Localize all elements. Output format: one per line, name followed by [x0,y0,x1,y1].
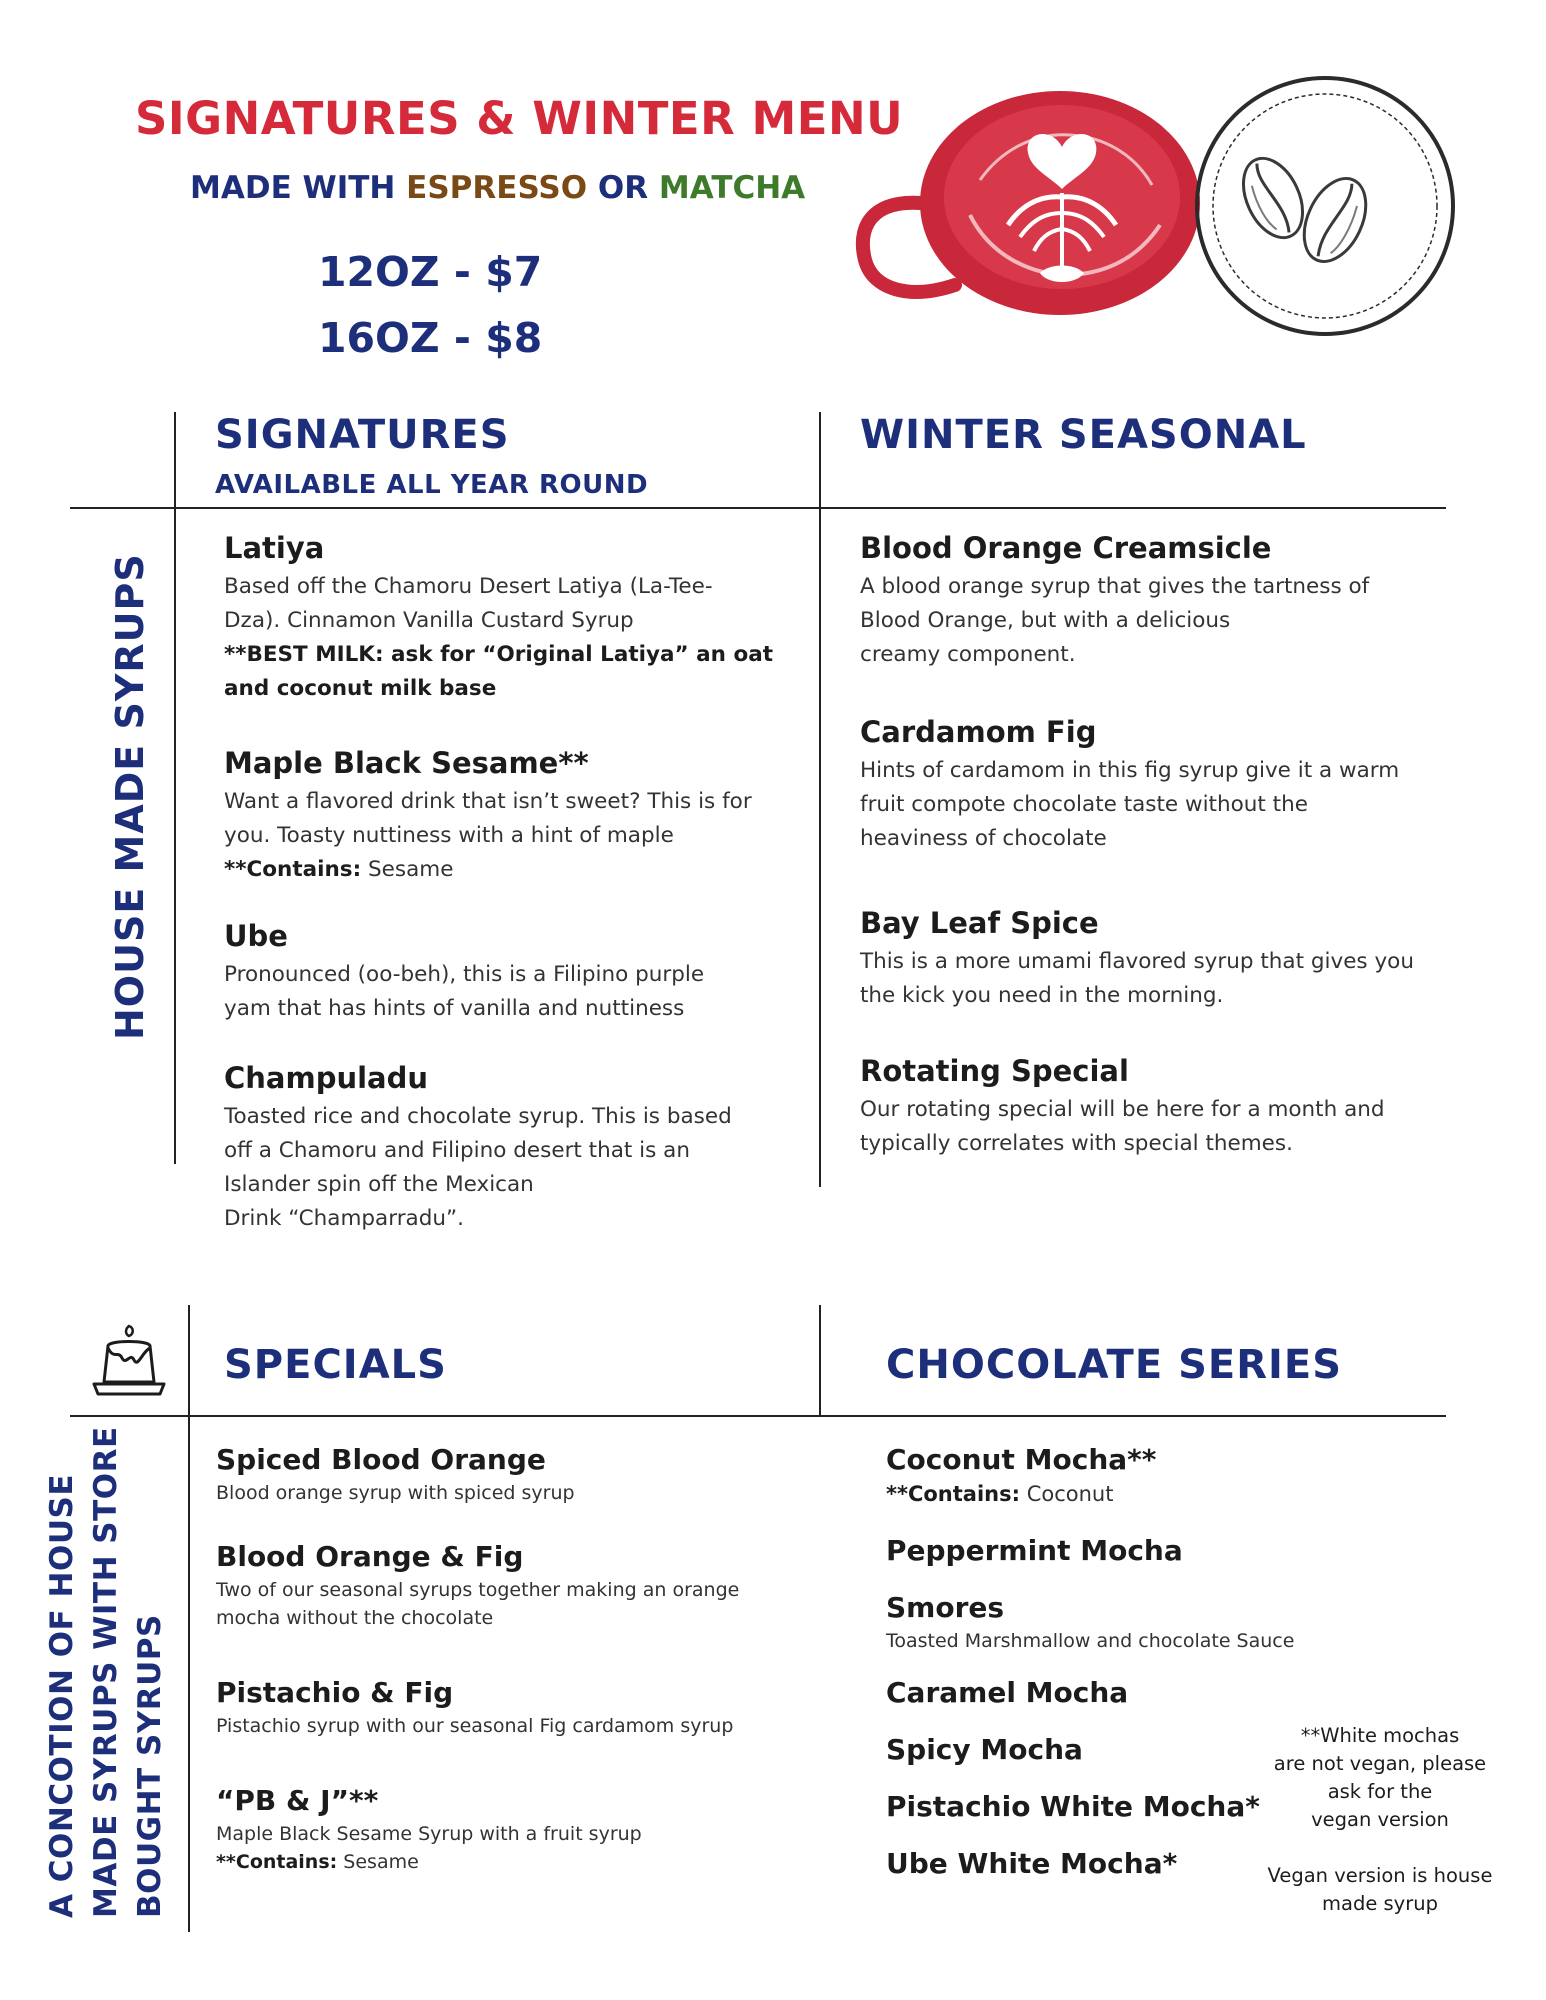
item-description: Toasted Marshmallow and chocolate Sauce [886,1630,1295,1652]
item-description [224,958,824,1026]
item-name: Caramel Mocha [886,1676,1129,1709]
item-name: Spiced Blood Orange [216,1443,546,1476]
chocolate-item-coconut-mocha [886,1442,1306,1509]
desc-line: Based off the Chamoru Desert Latiya (La-Tee- [224,574,713,600]
desc-line: Blood Orange, but with a delicious [860,608,1231,634]
special-item-blood-orange-fig [216,1539,816,1632]
menu-subtitle [190,170,805,206]
item-description [860,570,1460,672]
desc-line: Pronounced (oo-beh), this is a Filipino purple [224,962,705,988]
desc-line: off a Chamoru and Filipino desert that is an [224,1138,690,1164]
desc-line: typically correlates with special themes. [860,1131,1293,1157]
concoction-line: A CONCOTION OF HOUSE [44,1474,80,1918]
subtitle-or: OR [597,170,649,206]
desc-line: This is a more umami flavored syrup that gives you [860,949,1414,975]
signature-item-ube [224,918,824,1026]
item-name: Ube [224,919,288,953]
desc-line: heaviness of chocolate [860,826,1107,852]
signatures-subtitle: AVAILABLE ALL YEAR ROUND [215,470,649,500]
item-name: Pistachio & Fig [216,1676,454,1709]
subtitle-prefix: MADE WITH [190,170,396,206]
item-description [860,1093,1460,1161]
signatures-title: SIGNATURES [215,412,510,458]
winter-item-rotating-special [860,1053,1460,1161]
price-16oz: 16OZ - $8 [318,314,543,362]
desc-line: Drink “Champarradu”. [224,1206,464,1232]
note-line: Vegan version is house [1267,1864,1493,1887]
desc-line: you. Toasty nuttiness with a hint of maple [224,823,674,849]
item-description [224,1100,824,1236]
contains-line [224,853,824,887]
desc-line: Maple Black Sesame Syrup with a fruit syrup [216,1823,642,1845]
winter-title: WINTER SEASONAL [860,412,1307,458]
desc-line: Blood orange syrup with spiced syrup [216,1482,575,1504]
desc-line: Two of our seasonal syrups together making an orange [216,1579,740,1601]
white-mocha-note [1250,1722,1510,1834]
price-12oz: 12OZ - $7 [318,248,543,296]
contains-label: **Contains: [886,1482,1021,1506]
item-description [886,1479,1306,1509]
item-name: Smores [886,1591,1005,1624]
chocolate-series-title: CHOCOLATE SERIES [886,1342,1343,1388]
special-item-spiced-blood-orange [216,1442,816,1507]
divider-left-top [174,412,176,1164]
chocolate-item-smores [886,1590,1326,1655]
contains-line [216,1848,816,1876]
subtitle-espresso: ESPRESSO [406,170,588,206]
winter-item-blood-orange-creamsicle [860,530,1460,672]
item-note [224,638,824,706]
note-line: **BEST MILK: ask for “Original Latiya” an oat [224,642,773,668]
item-description [860,945,1460,1013]
special-item-pb-and-j [216,1783,816,1876]
note-line: are not vegan, please [1273,1752,1487,1775]
concoction-line: MADE SYRUPS WITH STORE [88,1426,124,1918]
desc-line: Islander spin off the Mexican [224,1172,534,1198]
signature-item-champuladu [224,1060,824,1236]
contains-value: Coconut [1020,1482,1114,1506]
chocolate-item-caramel-mocha [886,1675,1306,1710]
item-description [224,570,824,638]
item-description [224,785,824,887]
chocolate-item-spicy-mocha [886,1732,1306,1767]
divider-horizontal-top [70,507,1446,509]
desc-line: Dza). Cinnamon Vanilla Custard Syrup [224,608,634,634]
specials-title: SPECIALS [224,1342,447,1388]
divider-horizontal-bottom [70,1415,1446,1417]
latte-art-cup-icon [840,85,1210,320]
subtitle-matcha: MATCHA [658,170,806,206]
item-name: Peppermint Mocha [886,1534,1183,1567]
desc-line: fruit compote chocolate taste without the [860,792,1308,818]
item-description [216,1576,816,1632]
item-name: Blood Orange Creamsicle [860,531,1272,565]
desc-line: the kick you need in the morning. [860,983,1224,1009]
item-name: Ube White Mocha* [886,1847,1178,1880]
desc-line: A blood orange syrup that gives the tartness of [860,574,1370,600]
special-item-pistachio-fig [216,1675,816,1740]
divider-center-bottom [819,1305,821,1417]
winter-item-bay-leaf-spice [860,905,1460,1013]
house-made-syrups-label: HOUSE MADE SYRUPS [108,553,152,1040]
contains-label: **Contains: [224,857,362,883]
desc-line: Pistachio syrup with our seasonal Fig cardamom syrup [216,1715,734,1737]
item-name: Blood Orange & Fig [216,1540,524,1573]
item-name: Spicy Mocha [886,1733,1083,1766]
item-name: Maple Black Sesame** [224,746,589,780]
desc-line: Hints of cardamom in this fig syrup give it a warm [860,758,1400,784]
desc-line: Our rotating special will be here for a month and [860,1097,1385,1123]
note-line: ask for the [1327,1780,1433,1803]
item-name: Bay Leaf Spice [860,906,1099,940]
contains-value: Sesame [337,1851,419,1873]
item-name: Pistachio White Mocha* [886,1790,1260,1823]
note-line: **White mochas [1300,1724,1460,1747]
concoction-line: BOUGHT SYRUPS [132,1614,168,1918]
divider-left-bottom [188,1305,190,1932]
contains-value: Sesame [361,857,454,883]
concoction-label [40,1426,172,1918]
chocolate-item-pistachio-white-mocha [886,1789,1306,1824]
note-line: vegan version [1311,1808,1449,1831]
item-name: Latiya [224,531,325,565]
desc-line: mocha without the chocolate [216,1607,494,1629]
item-description [216,1712,816,1740]
contains-label: **Contains: [216,1851,338,1873]
signature-item-latiya [224,530,824,706]
item-description [860,754,1460,856]
item-description [216,1479,816,1507]
signature-item-maple-black-sesame [224,745,824,887]
item-description [216,1820,816,1876]
winter-item-cardamom-fig [860,714,1460,856]
chocolate-item-peppermint-mocha [886,1533,1306,1568]
pudding-cake-icon [88,1322,170,1404]
desc-line: creamy component. [860,642,1076,668]
note-line: made syrup [1322,1892,1438,1915]
menu-title: SIGNATURES & WINTER MENU [135,92,904,145]
chocolate-item-ube-white-mocha [886,1846,1306,1881]
coffee-beans-icon [1185,68,1465,343]
note-line: and coconut milk base [224,676,497,702]
item-name: Rotating Special [860,1054,1129,1088]
item-name: “PB & J”** [216,1784,379,1817]
desc-line: Toasted rice and chocolate syrup. This is based [224,1104,732,1130]
item-name: Coconut Mocha** [886,1443,1157,1476]
desc-line: Want a flavored drink that isn’t sweet? This is for [224,789,752,815]
item-name: Cardamom Fig [860,715,1097,749]
item-name: Champuladu [224,1061,429,1095]
vegan-version-note [1250,1862,1510,1918]
desc-line: yam that has hints of vanilla and nuttiness [224,996,685,1022]
